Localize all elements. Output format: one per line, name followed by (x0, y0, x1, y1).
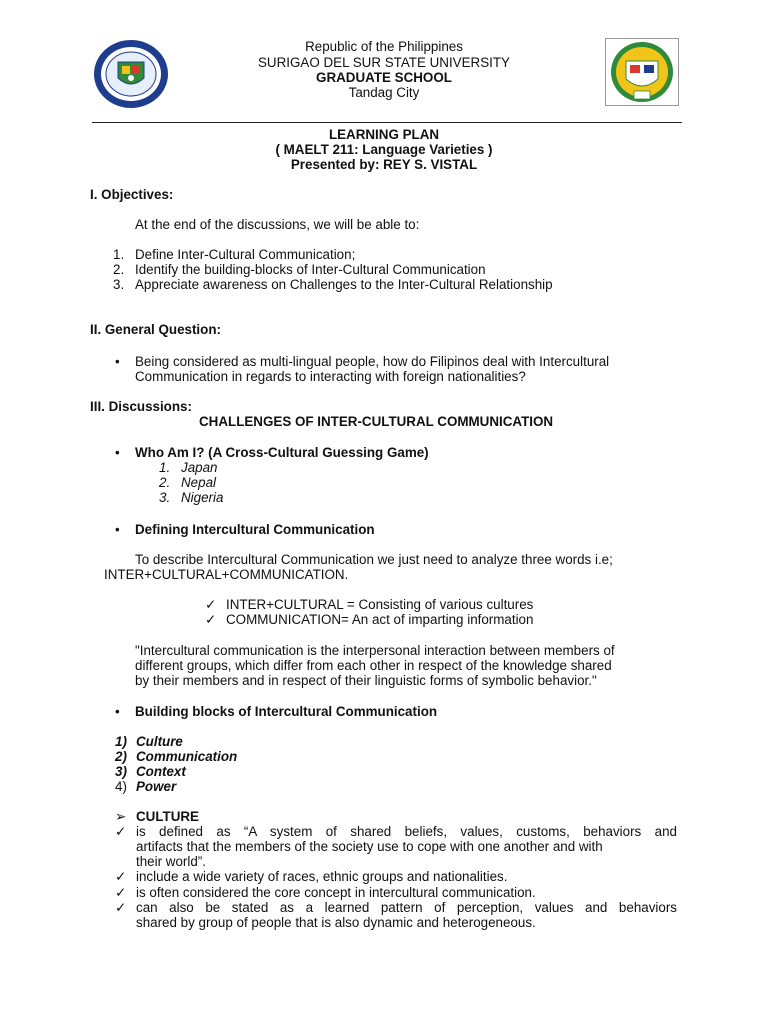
check-icon: ✓ (115, 869, 127, 884)
objective-num: 3. (113, 277, 125, 292)
quote-line: by their members and in respect of their linguistic forms of symbolic behavior." (135, 673, 597, 688)
game-item-num: 1. (159, 460, 171, 475)
bullet-icon: • (115, 445, 120, 460)
block-item: Culture (136, 734, 183, 749)
objective-num: 1. (113, 247, 125, 262)
header-republic: Republic of the Philippines (305, 39, 463, 54)
culture-point-line: is often considered the core concept in intercultural communication. (136, 885, 536, 900)
defining-line: To describe Intercultural Communication we just need to analyze three words i.e; (135, 552, 613, 567)
general-question-heading: II. General Question: (90, 322, 221, 337)
game-item: Japan (181, 460, 218, 475)
objective-text: Define Inter-Cultural Communication; (135, 247, 356, 262)
objectives-intro: At the end of the discussions, we will be able to: (135, 217, 420, 232)
objective-text: Identify the building-blocks of Inter-Cultural Communication (135, 262, 486, 277)
block-item: Power (136, 779, 177, 794)
blocks-title: Building blocks of Intercultural Communication (135, 704, 438, 719)
plan-title: LEARNING PLAN (328, 127, 440, 142)
discussions-heading: III. Discussions: (90, 399, 192, 414)
quote-line: different groups, which differ from each other in respect of the knowledge shared (135, 658, 612, 673)
culture-point-line: is defined as “A system of shared beliefs, values, customs, behaviors and (136, 824, 677, 839)
objective-text: Appreciate awareness on Challenges to the Inter-Cultural Relationship (135, 277, 553, 292)
objective-num: 2. (113, 262, 125, 277)
header-divider (92, 122, 682, 123)
block-item: Context (136, 764, 186, 779)
game-item: Nepal (181, 475, 216, 490)
presenter: Presented by: REY S. VISTAL (290, 157, 478, 172)
check-item: INTER+CULTURAL = Consisting of various cultures (226, 597, 534, 612)
block-num: 4) (115, 779, 127, 794)
game-title: Who Am I? (A Cross-Cultural Guessing Game) (135, 445, 429, 460)
quote-line: "Intercultural communication is the interpersonal interaction between members of (135, 643, 615, 658)
header-university: SURIGAO DEL SUR STATE UNIVERSITY (258, 55, 510, 70)
defining-title: Defining Intercultural Communication (135, 522, 375, 537)
general-question-line: Communication in regards to interacting with foreign nationalities? (135, 369, 526, 384)
bullet-icon: • (115, 522, 120, 537)
bullet-icon: • (115, 354, 120, 369)
check-icon: ✓ (115, 885, 127, 900)
culture-point-line: artifacts that the members of the society use to cope with one another and with (136, 839, 603, 854)
header-graduate-school: GRADUATE SCHOOL (316, 70, 452, 85)
block-num: 2) (115, 749, 127, 764)
block-item: Communication (136, 749, 238, 764)
game-item-num: 3. (159, 490, 171, 505)
course-title: ( MAELT 211: Language Varieties ) (275, 142, 493, 157)
check-icon: ✓ (205, 612, 217, 627)
bullet-icon: • (115, 704, 120, 719)
block-num: 1) (115, 734, 127, 749)
arrow-bullet-icon: ➢ (115, 809, 127, 824)
check-item: COMMUNICATION= An act of imparting information (226, 612, 534, 627)
discussions-subheading: CHALLENGES OF INTER-CULTURAL COMMUNICATION (199, 414, 554, 429)
culture-point-line: include a wide variety of races, ethnic groups and nationalities. (136, 869, 508, 884)
block-num: 3) (115, 764, 127, 779)
defining-line: INTER+CULTURAL+COMMUNICATION. (104, 567, 349, 582)
general-question-line: Being considered as multi-lingual people, how do Filipinos deal with Intercultural (135, 354, 610, 369)
objectives-heading: I. Objectives: (90, 187, 174, 202)
culture-point-line: can also be stated as a learned pattern of perception, values and behaviors (136, 900, 677, 915)
game-item-num: 2. (159, 475, 171, 490)
check-icon: ✓ (205, 597, 217, 612)
culture-point-line: their world”. (136, 854, 206, 869)
check-icon: ✓ (115, 900, 127, 915)
culture-heading: CULTURE (136, 809, 199, 824)
header-city: Tandag City (348, 85, 420, 100)
game-item: Nigeria (181, 490, 224, 505)
culture-point-line: shared by group of people that is also dynamic and heterogeneous. (136, 915, 536, 930)
check-icon: ✓ (115, 824, 127, 839)
